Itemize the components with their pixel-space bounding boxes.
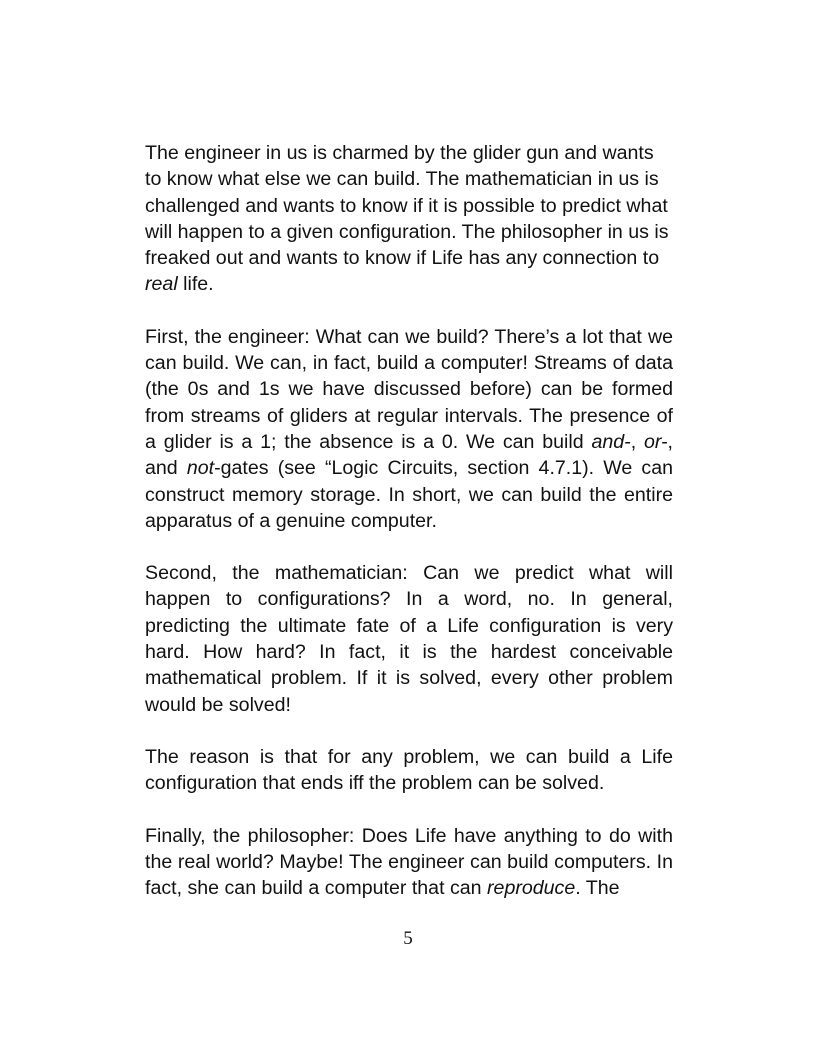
paragraph: [145, 140, 673, 298]
page-number: 5: [403, 928, 413, 949]
emphasis-text: reproduce: [487, 877, 576, 900]
text-run: life.: [177, 273, 214, 296]
text-run: The reason is that for any problem, we can build a Life configuration that ends iff the problem can be solved.: [145, 745, 673, 795]
paragraph: [145, 744, 673, 797]
emphasis-text: real: [145, 273, 178, 296]
text-run: The engineer in us is charmed by the glider gun and wants to know what else we can build. The mathematician in us is challenged and wants to know if it is possible to predict what will happen to a given configuration. The philosopher in us is freaked out and wants to know if Life has any connection to: [145, 142, 669, 270]
text-run: . The: [575, 877, 620, 900]
emphasis-text: and-: [591, 430, 631, 453]
text-run: Finally, the philosopher: Does Life have anything to do with the real world? Maybe! The engineer can build computers. In fact, she can build a computer that can: [145, 824, 673, 900]
text-run: ,: [630, 430, 644, 453]
paragraph: [145, 823, 673, 902]
text-run: Second, the mathematician: Can we predict what will happen to configurations? In a word, no. In general, predicting the ultimate fate of a Life configuration is very hard. How hard? In fact, it is the hardest conceivable mathematical problem. If it is solved, every other problem would be solved!: [145, 562, 673, 716]
paragraph: [145, 560, 673, 718]
emphasis-text: or-: [643, 430, 668, 453]
paragraph: [145, 324, 673, 534]
text-run: First, the engineer: What can we build? There’s a lot that we can build. We can, in fact, build a computer! Streams of data (the 0s and 1s we have discussed before) can be formed from streams of gliders at regular intervals. The presence of a glider is a 1; the absence is a 0. We can build: [145, 325, 673, 453]
text-run: , and: [145, 430, 673, 480]
text-run: -gates (see “Logic Circuits, section 4.7.1). We can construct memory storage. In short, we can build the entire apparatus of a genuine computer.: [145, 457, 674, 532]
emphasis-text: not: [186, 457, 215, 480]
body-text: [145, 140, 673, 901]
